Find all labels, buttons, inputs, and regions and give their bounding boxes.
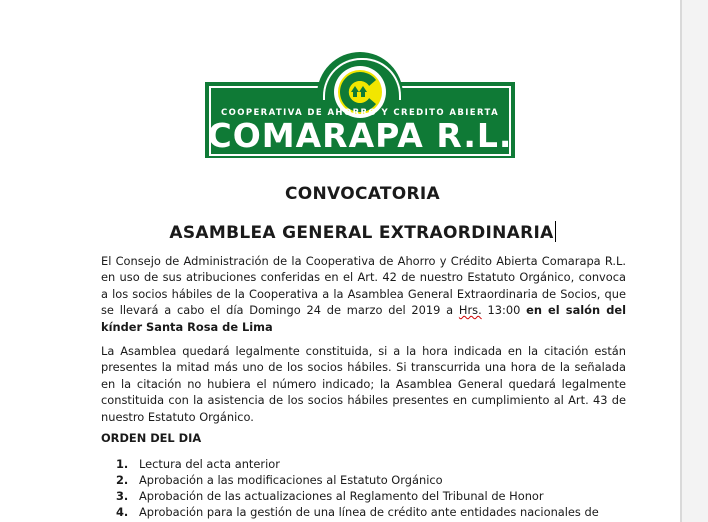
comarapa-logo xyxy=(205,52,515,158)
paragraph-1-venue: en el salón del kínder Santa Rosa de Lima xyxy=(101,303,626,334)
list-item[interactable] xyxy=(116,456,628,472)
spellcheck-word[interactable]: Hrs. xyxy=(458,303,482,318)
subtitle-text: ASAMBLEA GENERAL EXTRAORDINARIA xyxy=(169,223,554,243)
list-item-text: Aprobación para la gestión de una línea de crédito ante entidades nacionales de xyxy=(139,505,599,519)
logo-cooperative-line: COOPERATIVA DE AHORRO Y CREDITO ABIERTA xyxy=(220,108,500,118)
list-item[interactable] xyxy=(116,488,628,504)
list-item[interactable] xyxy=(116,504,628,520)
logo-brand-name: COMARAPA R.L. xyxy=(207,116,513,155)
paragraph-1-text: El Consejo de Administración de la Cooperativa de Ahorro y Crédito Abierta Comarapa R.L. en uso de sus atribuciones conferidas en el Art. 42 de nuestro Estatuto Orgánico, convoca a los socios hábiles de la Cooperativa a la Asamblea General Extraordinaria de Socios, que se llevará a cabo el día Domingo 24 de marzo del 2019 a xyxy=(101,254,626,318)
paragraph-convocation[interactable] xyxy=(101,253,626,335)
paragraph-1-time: 13:00 xyxy=(481,303,527,318)
list-item-number: 2. xyxy=(116,473,129,487)
list-item-number: 1. xyxy=(116,457,129,471)
list-item-number: 3. xyxy=(116,489,129,503)
agenda-list xyxy=(116,456,628,520)
text-cursor xyxy=(555,221,556,242)
document-subtitle[interactable] xyxy=(100,221,625,243)
list-item-number: 4. xyxy=(116,505,129,519)
list-item[interactable] xyxy=(116,472,628,488)
page-margin-area xyxy=(682,0,708,522)
document-title: CONVOCATORIA xyxy=(285,184,440,204)
paragraph-quorum[interactable]: La Asamblea quedará legalmente constituida, si a la hora indicada en la citación están presentes la mitad más uno de los socios hábiles. Si transcurrida una hora de la señalada en la citación no hubiera el número indicado; la Asamblea General quedará legalmente constituida con la asistencia de los socios hábiles presentes en cumplimiento al Art. 43 de nuestro Estatuto Orgánico. xyxy=(101,344,626,424)
list-item-text: Aprobación de las actualizaciones al Reglamento del Tribunal de Honor xyxy=(139,489,544,503)
list-item-text: Lectura del acta anterior xyxy=(139,457,280,471)
agenda-heading: ORDEN DEL DIA xyxy=(101,431,202,445)
list-item-text: Aprobación a las modificaciones al Estatuto Orgánico xyxy=(139,473,443,487)
